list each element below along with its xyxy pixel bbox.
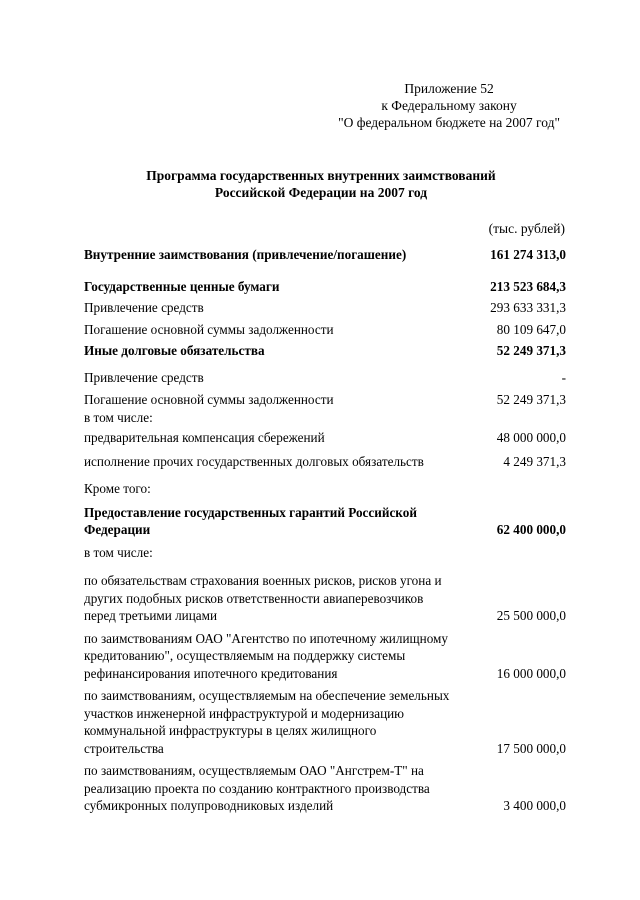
table-row (84, 429, 566, 447)
appendix-law-title: "О федеральном бюджете на 2007 год" (338, 115, 560, 130)
row-value: 52 249 371,3 (496, 343, 566, 358)
row-value: 293 633 331,3 (490, 300, 566, 315)
table-row (84, 321, 566, 339)
table-row (84, 342, 566, 360)
title-line-1: Программа государственных внутренних заимствований (146, 168, 496, 183)
row-label: Погашение основной суммы задолженности (84, 392, 334, 407)
row-label: Государственные ценные бумаги (84, 278, 280, 294)
table-row (84, 369, 566, 387)
units-label: (тыс. рублей) (488, 221, 565, 236)
row-label: Погашение основной суммы задолженности (84, 321, 334, 337)
table-row (84, 391, 566, 409)
table-row (84, 246, 566, 264)
row-value: 80 109 647,0 (496, 321, 566, 337)
table-row (84, 762, 566, 815)
row-label: по заимствованиям ОАО "Агентство по ипотечному жилищному кредитованию", осуществляемым на поддержку системы рефинансирования ипотечного кредитования (84, 630, 448, 681)
row-value: 52 249 371,3 (496, 392, 566, 407)
borrowing-table (84, 246, 566, 815)
table-row (84, 687, 566, 757)
row-label: исполнение прочих государственных долговых обязательств (84, 453, 424, 469)
row-label: Привлечение средств (84, 300, 204, 315)
table-row (84, 409, 566, 427)
row-value: 4 249 371,3 (503, 453, 566, 469)
row-label: Кроме того: (84, 481, 151, 496)
title-line-2: Российской Федерации на 2007 год (214, 185, 428, 200)
row-label: Предоставление государственных гарантий Российской Федерации (84, 504, 417, 537)
row-value: 16 000 000,0 (496, 665, 566, 681)
document-title (84, 167, 558, 201)
row-value: 25 500 000,0 (496, 608, 566, 623)
table-row (84, 480, 566, 498)
table-row (84, 299, 566, 317)
row-label: по заимствованиям, осуществляемым на обеспечение земельных участков инженерной инфраструктурой и модернизацию коммунальной инфраструктуры в целях жилищного строительства (84, 688, 450, 756)
table-row (84, 544, 566, 562)
row-label: Внутренние заимствования (привлечение/погашение) (84, 247, 407, 262)
row-value: 161 274 313,0 (490, 247, 566, 262)
row-value: - (561, 369, 566, 385)
row-value: 3 400 000,0 (503, 798, 566, 813)
appendix-law-ref: к Федеральному закону (381, 98, 517, 113)
table-row (84, 453, 566, 471)
row-label: по обязательствам страхования военных рисков, рисков угона и других подобных рисков ответственности авиаперевозчиков перед третьими лицами (84, 573, 442, 623)
row-value: 62 400 000,0 (496, 522, 566, 537)
row-value: 17 500 000,0 (496, 740, 566, 756)
row-label: в том числе: (84, 544, 153, 560)
row-label: Иные долговые обязательства (84, 343, 265, 358)
row-label: Привлечение средств (84, 369, 204, 385)
table-row (84, 630, 566, 683)
row-label: предварительная компенсация сбережений (84, 430, 325, 445)
row-value: 213 523 684,3 (490, 278, 566, 294)
appendix-number: Приложение 52 (404, 81, 494, 96)
row-label: в том числе: (84, 409, 153, 425)
row-value: 48 000 000,0 (496, 430, 566, 445)
table-row (84, 504, 566, 539)
table-row (84, 278, 566, 296)
row-label: по заимствованиям, осуществляемым ОАО "Ангстрем-Т" на реализацию проекта по созданию контрактного производства субмикронных полупроводниковых изделий (84, 763, 430, 813)
appendix-header (338, 80, 560, 131)
table-row (84, 572, 566, 625)
